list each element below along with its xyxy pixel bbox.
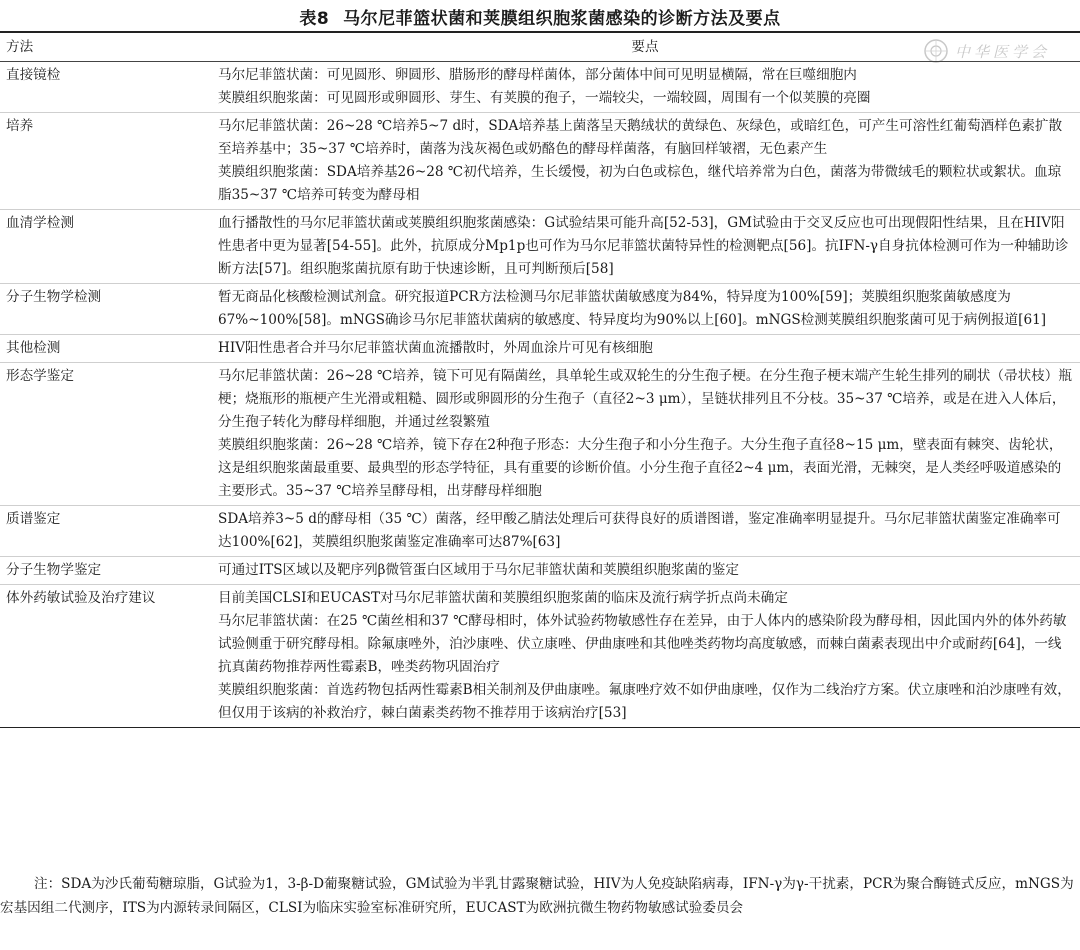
points-cell <box>210 363 1080 506</box>
table-row <box>0 557 1080 585</box>
method-cell: 直接镜检 <box>6 67 61 83</box>
point-paragraph: 可通过ITS区域以及靶序列β微管蛋白区域用于马尔尼菲篮状菌和荚膜组织胞浆菌的鉴定 <box>218 562 739 578</box>
point-paragraph: 马尔尼菲篮状菌：可见圆形、卵圆形、腊肠形的酵母样菌体，部分菌体中间可见明显横隔，常在巨噬细胞内 <box>218 67 857 83</box>
method-cell: 其他检测 <box>6 340 61 356</box>
table-row <box>0 335 1080 363</box>
method-cell: 质谱鉴定 <box>6 511 61 527</box>
points-cell <box>210 210 1080 284</box>
table-header-row <box>0 32 1080 62</box>
method-cell: 体外药敏试验及治疗建议 <box>6 590 156 606</box>
point-paragraph: 目前美国CLSI和EUCAST对马尔尼菲篮状菌和荚膜组织胞浆菌的临床及流行病学折点尚未确定 <box>218 590 788 606</box>
table-row <box>0 62 1080 113</box>
method-cell: 分子生物学检测 <box>6 289 102 305</box>
point-paragraph: 荚膜组织胞浆菌：可见圆形或卵圆形、芽生、有荚膜的孢子，一端较尖，一端较圆，周围有一个似荚膜的亮圈 <box>218 90 871 106</box>
header-method: 方法 <box>6 38 34 55</box>
points-cell <box>210 557 1080 585</box>
point-paragraph: 荚膜组织胞浆菌：26~28 ℃培养，镜下存在2种孢子形态：大分生孢子和小分生孢子。大分生孢子直径8~15 μm，壁表面有棘突、齿轮状，这是组织胞浆菌最重要、最典型的形态学特征，具有重要的诊断价值。小分生孢子直径2~4 μm，表面光滑，无棘突，是人类经呼吸道感染的主要形式。35~37 ℃培养呈酵母相，出芽酵母样细胞 <box>218 437 1063 499</box>
table-title: 马尔尼菲篮状菌和荚膜组织胞浆菌感染的诊断方法及要点 <box>343 9 781 29</box>
points-cell <box>210 284 1080 335</box>
point-paragraph: 马尔尼菲篮状菌：在25 ℃菌丝相和37 ℃酵母相时，体外试验药物敏感性存在差异，由于人体内的感染阶段为酵母相，因此国内外的体外药敏试验侧重于研究酵母相。除氟康唑外，泊沙康唑、伏立康唑、伊曲康唑和其他唑类药物均高度敏感，而棘白菌素表现出中介或耐药[64]，一线抗真菌药物推荐两性霉素B，唑类药物巩固治疗 <box>218 613 1067 675</box>
point-paragraph: SDA培养3~5 d的酵母相（35 ℃）菌落，经甲酸乙腈法处理后可获得良好的质谱图谱，鉴定准确率明显提升。马尔尼菲篮状菌鉴定准确率可达100%[62]，荚膜组织胞浆菌鉴定准确率可达87%[63] <box>218 511 1061 550</box>
method-cell: 分子生物学鉴定 <box>6 562 102 578</box>
table-row <box>0 506 1080 557</box>
point-paragraph: 荚膜组织胞浆菌：首选药物包括两性霉素B相关制剂及伊曲康唑。氟康唑疗效不如伊曲康唑，仅作为二线治疗方案。伏立康唑和泊沙康唑有效，但仅用于该病的补救治疗，棘白菌素类药物不推荐用于该病治疗[53] <box>218 682 1071 721</box>
table-body <box>0 62 1080 728</box>
point-paragraph: HIV阳性患者合并马尔尼菲篮状菌血流播散时，外周血涂片可见有核细胞 <box>218 340 653 356</box>
table-label: 表8 <box>299 9 330 29</box>
diagnosis-table <box>0 31 1080 728</box>
table-caption <box>0 4 1080 29</box>
table-row <box>0 363 1080 506</box>
method-cell: 培养 <box>6 118 34 134</box>
points-cell <box>210 506 1080 557</box>
method-cell: 血清学检测 <box>6 215 74 231</box>
points-cell <box>210 585 1080 728</box>
points-cell <box>210 113 1080 210</box>
point-paragraph: 荚膜组织胞浆菌：SDA培养基26~28 ℃初代培养，生长缓慢，初为白色或棕色，继代培养常为白色，菌落为带微绒毛的颗粒状或絮状。血琼脂35~37 ℃培养可转变为酵母相 <box>218 164 1062 203</box>
point-paragraph: 暂无商品化核酸检测试剂盒。研究报道PCR方法检测马尔尼菲篮状菌敏感度为84%，特异度为100%[59]；荚膜组织胞浆菌敏感度为67%~100%[58]。mNGS确诊马尔尼菲篮状菌病的敏感度、特异度均为90%以上[60]。mNGS检测荚膜组织胞浆菌可见于病例报道[61] <box>218 289 1047 328</box>
table-row <box>0 585 1080 728</box>
watermark-text: 中华医学会 <box>954 42 1050 61</box>
point-paragraph: 马尔尼菲篮状菌：26~28 ℃培养5~7 d时，SDA培养基上菌落呈天鹅绒状的黄绿色、灰绿色，或暗红色，可产生可溶性红葡萄酒样色素扩散至培养基中；35~37 ℃培养时，菌落为浅灰褐色或奶酪色的酵母样菌落，有脑回样皱褶，无色素产生 <box>218 118 1063 157</box>
method-cell: 形态学鉴定 <box>6 368 74 384</box>
table-row <box>0 210 1080 284</box>
point-paragraph: 血行播散性的马尔尼菲篮状菌或荚膜组织胞浆菌感染：G试验结果可能升高[52-53]，GM试验由于交叉反应也可出现假阳性结果，且在HIV阳性患者中更为显著[54-55]。此外，抗原成分Mp1p也可作为马尔尼菲篮状菌特异性的检测靶点[56]。抗IFN-γ自身抗体检测可作为一种辅助诊断方法[57]。组织胞浆菌抗原有助于快速诊断，且可判断预后[58] <box>218 215 1069 277</box>
points-cell <box>210 62 1080 113</box>
table-row <box>0 284 1080 335</box>
points-cell <box>210 335 1080 363</box>
table-notes: 注：SDA为沙氏葡萄糖琼脂，G试验为1，3-β-D葡聚糖试验，GM试验为半乳甘露聚糖试验，HIV为人免疫缺陷病毒，IFN-γ为γ-干扰素，PCR为聚合酶链式反应，mNGS为宏基因组二代测序，ITS为内源转录间隔区，CLSI为临床实验室标准研究所，EUCAST为欧洲抗微生物药物敏感试验委员会 <box>0 876 1074 916</box>
point-paragraph: 马尔尼菲篮状菌：26~28 ℃培养，镜下可见有隔菌丝，具单轮生或双轮生的分生孢子梗。在分生孢子梗末端产生轮生排列的刷状（帚状枝）瓶梗；烧瓶形的瓶梗产生光滑或粗糙、圆形或卵圆形的分生孢子（直径2~3 μm），呈链状排列且不分枝。35~37 ℃培养，或是在进入人体后，分生孢子转化为酵母样细胞，并通过丝裂繁殖 <box>218 368 1072 430</box>
header-points: 要点 <box>631 38 659 55</box>
table-row <box>0 113 1080 210</box>
